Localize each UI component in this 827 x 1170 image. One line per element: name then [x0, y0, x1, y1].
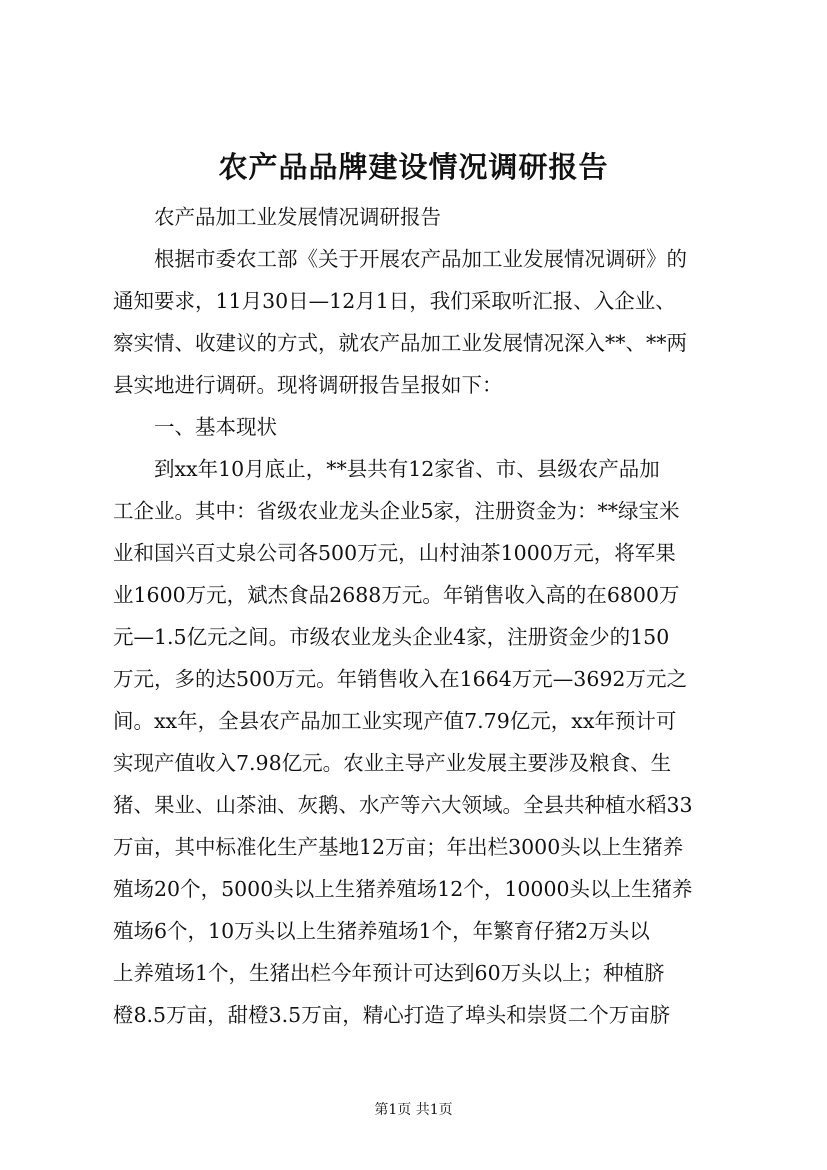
paragraph-line: 实现产值收入7.98亿元。农业主导产业发展主要涉及粮食、生	[113, 751, 672, 775]
paragraph-line: 县实地进行调研。现将调研报告呈报如下：	[113, 373, 503, 397]
paragraph-line: 通知要求，11月30日—12月1日，我们采取听汇报、入企业、	[113, 289, 676, 313]
document-body	[113, 196, 723, 1036]
paragraph-line: 间。xx年，全县农产品加工业实现产值7.79亿元，xx年预计可	[113, 709, 677, 733]
paragraph-line: 殖场6个，10万头以上生猪养殖场1个，年繁育仔猪2万头以	[113, 919, 650, 943]
section-heading: 一、基本现状	[154, 415, 277, 439]
page-footer: 第1页 共1页	[374, 1102, 453, 1118]
paragraph-line: 橙8.5万亩，甜橙3.5万亩，精心打造了埠头和崇贤二个万亩脐	[113, 1003, 671, 1027]
document-title: 农产品品牌建设情况调研报告	[218, 150, 609, 184]
paragraph-line: 元—1.5亿元之间。市级农业龙头企业4家，注册资金少的150	[113, 625, 670, 649]
paragraph-line: 工企业。其中：省级农业龙头企业5家，注册资金为：**绿宝米	[113, 499, 680, 523]
paragraph-line: 到xx年10月底止，**县共有12家省、市、县级农产品加	[154, 457, 660, 481]
paragraph-line: 上养殖场1个，生猪出栏今年预计可达到60万头以上；种植脐	[113, 961, 665, 985]
paragraph-line: 猪、果业、山茶油、灰鹅、水产等六大领域。全县共种植水稻33	[113, 793, 693, 817]
paragraph-line: 根据市委农工部《关于开展农产品加工业发展情况调研》的	[154, 247, 687, 271]
paragraph-line: 业和国兴百丈泉公司各500万元，山村油茶1000万元，将军果	[113, 541, 676, 565]
paragraph-line: 业1600万元，斌杰食品2688万元。年销售收入高的在6800万	[113, 583, 680, 607]
paragraph-line: 殖场20个，5000头以上生猪养殖场12个，10000头以上生猪养	[113, 877, 693, 901]
paragraph-line: 万亩，其中标准化生产基地12万亩；年出栏3000头以上生猪养	[113, 835, 684, 859]
subtitle-line: 农产品加工业发展情况调研报告	[154, 205, 441, 229]
paragraph-line: 察实情、收建议的方式，就农产品加工业发展情况深入**、**两	[113, 331, 687, 355]
paragraph-line: 万元，多的达500万元。年销售收入在1664万元—3692万元之	[113, 667, 687, 691]
